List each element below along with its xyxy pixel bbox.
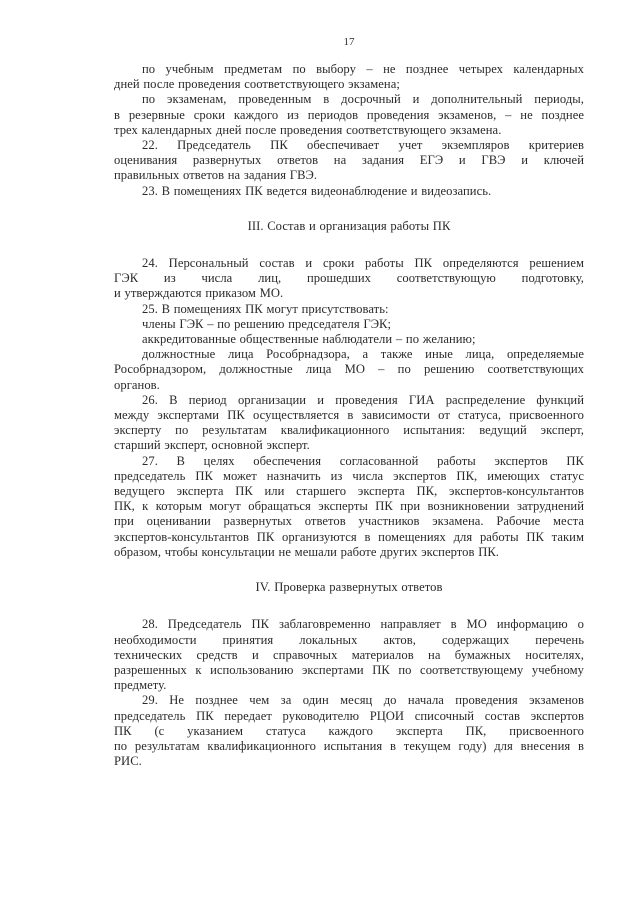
- text-line: Рособрнадзором, должностные лица МО – по решению соответствующих: [114, 362, 584, 377]
- section-continuation: [114, 62, 584, 199]
- paragraph: [114, 62, 584, 92]
- text-line: 27. В целях обеспечения согласованной работы экспертов ПК: [142, 453, 584, 468]
- text-line: председатель ПК может назначить из числа экспертов ПК, имеющих статус: [114, 468, 584, 483]
- text-line: ПК, к которым могут обращаться эксперты ПК при возникновении затруднений: [114, 499, 584, 514]
- text-line: разрешенных к использованию экспертами ПК по соответствующему учебному: [114, 662, 584, 677]
- text-line: предмету.: [114, 678, 167, 693]
- text-line: необходимости принятия локальных актов, содержащих перечень: [114, 632, 584, 647]
- text-line: дней после проведения соответствующего экзамена;: [114, 77, 400, 92]
- text-line: ведущего эксперта ПК или старшего эксперта ПК, экспертов-консультантов: [114, 484, 584, 499]
- section-4-body: [114, 617, 584, 769]
- text-line: РИС.: [114, 754, 142, 769]
- text-line: 26. В период организации и проведения ГИА распределение функций: [142, 392, 584, 407]
- text-line: между экспертами ПК осуществляется в зависимости от статуса, присвоенного: [114, 408, 584, 423]
- text-line: 29. Не позднее чем за один месяц до начала проведения экзаменов: [142, 693, 584, 708]
- text-line: ГЭК из числа лиц, прошедших соответствующую подготовку,: [114, 271, 584, 286]
- paragraph: [114, 184, 584, 199]
- text-line: оценивания развернутых ответов на задания ЕГЭ и ГВЭ и ключей: [114, 153, 584, 168]
- paragraph: [114, 302, 584, 317]
- document-body: [114, 62, 584, 769]
- text-line: по учебным предметам по выбору – не позднее четырех календарных: [142, 62, 584, 76]
- text-line: по экзаменам, проведенным в досрочный и дополнительный периоды,: [142, 92, 584, 107]
- text-line: должностные лица Рособрнадзора, а также иные лица, определяемые: [142, 347, 584, 362]
- page-number: 17: [343, 36, 355, 48]
- text-line: технических средств и справочных материалов на бумажных носителях,: [114, 647, 584, 662]
- paragraph: [114, 347, 584, 393]
- text-line: 23. В помещениях ПК ведется видеонаблюдение и видеозапись.: [142, 183, 492, 198]
- text-line: 25. В помещениях ПК могут присутствовать:: [142, 301, 389, 316]
- text-line: эксперту по результатам квалификационного испытания: ведущий эксперт,: [114, 423, 584, 438]
- text-line: при оценивании развернутых ответов участников экзамена. Рабочие места: [114, 514, 584, 529]
- paragraph: [114, 332, 584, 347]
- text-line: старший эксперт, основной эксперт.: [114, 438, 310, 453]
- paragraph: [114, 92, 584, 138]
- paragraph: [114, 693, 584, 769]
- text-line: аккредитованные общественные наблюдатели – по желанию;: [142, 332, 476, 347]
- section-3-body: [114, 256, 584, 560]
- text-line: 24. Персональный состав и сроки работы ПК определяются решением: [142, 256, 584, 271]
- paragraph: [114, 617, 584, 693]
- text-line: и утверждаются приказом МО.: [114, 286, 284, 301]
- paragraph: [114, 138, 584, 184]
- text-line: по результатам квалификационного испытания в текущем году) для внесения в: [114, 738, 584, 753]
- paragraph: [114, 317, 584, 332]
- section-heading-4: IV. Проверка развернутых ответов: [255, 580, 443, 595]
- paragraph: [114, 256, 584, 302]
- paragraph: [114, 454, 584, 560]
- text-line: образом, чтобы консультации не мешали работе других экспертов ПК.: [114, 544, 499, 559]
- text-line: 22. Председатель ПК обеспечивает учет экземпляров критериев: [142, 138, 584, 153]
- text-line: правильных ответов на задания ГВЭ.: [114, 168, 318, 183]
- section-heading-3: III. Состав и организация работы ПК: [247, 218, 451, 233]
- text-line: 28. Председатель ПК заблаговременно направляет в МО информацию о: [142, 617, 584, 632]
- text-line: трех календарных дней после проведения соответствующего экзамена.: [114, 122, 502, 137]
- text-line: в резервные сроки каждого из периодов проведения экзаменов, – не позднее: [114, 107, 584, 122]
- text-line: экспертов-консультантов ПК организуются в помещениях для работы ПК таким: [114, 529, 584, 544]
- text-line: ПК (с указанием статуса каждого эксперта ПК, присвоенного: [114, 723, 584, 738]
- text-line: председатель ПК передает руководителю РЦОИ списочный состав экспертов: [114, 708, 584, 723]
- text-line: органов.: [114, 377, 160, 392]
- text-line: члены ГЭК – по решению председателя ГЭК;: [142, 316, 392, 331]
- paragraph: [114, 393, 584, 454]
